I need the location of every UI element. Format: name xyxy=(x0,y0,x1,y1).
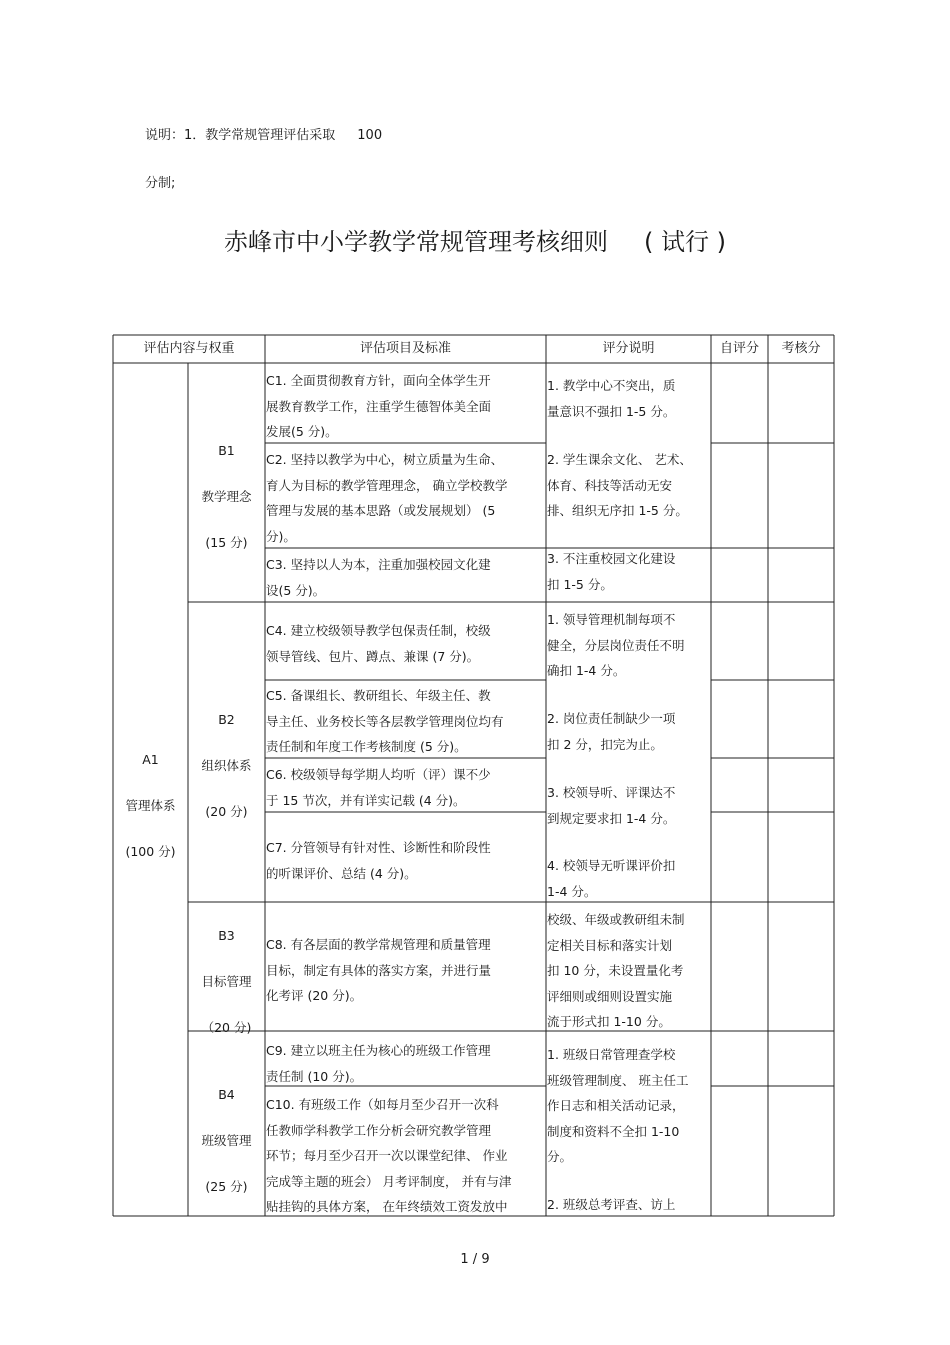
criterion-c4: C4. 建立校级领导教学包保责任制，校级 领导管线、包片、蹲点、兼课 (7 分)。 xyxy=(266,623,491,664)
category-b1: B1 教学理念 (15 分) xyxy=(201,443,252,550)
note-line-2: 分制; xyxy=(145,176,176,191)
explanation-b3: 校级、年级或教研组未制 定相关目标和落实计划 扣 10 分，未设置量化考 评细则或细则设置实施 流于形式扣 1-10 分。 xyxy=(547,912,685,1029)
criterion-c5: C5. 备课组长、教研组长、年级主任、教 导主任、业务校长等各层教学管理岗位均有 责任制和年度工作考核制度 (5 分)。 xyxy=(266,688,504,754)
criterion-c6: C6. 校级领导每学期人均听（评）课不少 于 15 节次，并有详实记载 (4 分)。 xyxy=(266,767,491,808)
header-explanation: 评分说明 xyxy=(602,341,655,356)
criterion-c3: C3. 坚持以人为本，注重加强校园文化建 设(5 分)。 xyxy=(266,557,491,598)
page-title xyxy=(0,222,950,257)
category-b4: B4 班级管理 (25 分) xyxy=(201,1087,252,1194)
note-text: 说明：1．教学常规管理评估采取 xyxy=(145,128,336,143)
category-b3: B3 目标管理 （20 分) xyxy=(201,928,252,1035)
header-self-score: 自评分 xyxy=(719,341,759,356)
criterion-c1: C1. 全面贯彻教育方针，面向全体学生开 展教育教学工作，注重学生德智体美全面 发展(5 分)。 xyxy=(266,373,492,439)
category-a1: A1 管理体系 (100 分) xyxy=(125,752,176,859)
explanation-b1-3: 3. 不注重校园文化建设 扣 1-5 分。 xyxy=(547,551,676,592)
criterion-c2: C2. 坚持以教学为中心，树立质量为生命、 育人为目标的教学管理理念， 确立学校教学 管理与发展的基本思路（或发展规划） (5 分)。 xyxy=(266,452,508,544)
explanation-b1-1: 1. 教学中心不突出，质 量意识不强扣 1-5 分。 xyxy=(547,378,676,419)
criterion-c10: C10. 有班级工作（如每月至少召开一次科 任教师学科教学工作分析会研究教学管理 环节；每月至少召开一次以课堂纪律、 作业 完成等主题的班会） 月考评制度， 并有与津 贴挂钩的具体方案， 在年终绩效工资发放中 xyxy=(266,1097,512,1214)
category-b2: B2 组织体系 (20 分) xyxy=(201,712,252,819)
header-criteria: 评估项目及标准 xyxy=(359,341,451,356)
criterion-c7: C7. 分管领导有针对性、诊断性和阶段性 的听课评价、总结 (4 分)。 xyxy=(266,840,491,881)
explanation-b2-4: 4. 校领导无听课评价扣 1-4 分。 xyxy=(547,858,676,899)
header-audit-score: 考核分 xyxy=(781,341,821,356)
page-number: 1 / 9 xyxy=(460,1252,490,1267)
explanation-b1-2: 2. 学生课余文化、 艺术、 体育、科技等活动无安 排、组织无序扣 1-5 分。 xyxy=(547,452,692,518)
explanation-b4-2: 2. 班级总考评查、访上 xyxy=(547,1197,676,1212)
note-value: 100 xyxy=(357,128,383,143)
title-main: 赤峰市中小学教学常规管理考核细则 xyxy=(224,228,608,256)
criterion-c9: C9. 建立以班主任为核心的班级工作管理 责任制 (10 分)。 xyxy=(266,1043,491,1084)
criterion-c8: C8. 有各层面的教学常规管理和质量管理 目标，制定有具体的落实方案，并进行量 化考评 (20 分)。 xyxy=(266,937,492,1003)
header-content-weight: 评估内容与权重 xyxy=(143,341,235,356)
explanation-b4-1: 1. 班级日常管理查学校 班级管理制度、 班主任工 作日志和相关活动记录， 制度和资料不全扣 1-10 分。 xyxy=(547,1047,689,1164)
explanation-b2-1: 1. 领导管理机制每项不 健全，分层岗位责任不明 确扣 1-4 分。 xyxy=(547,612,685,678)
explanation-b2-2: 2. 岗位责任制缺少一项 扣 2 分，扣完为止。 xyxy=(547,711,676,752)
explanation-b2-3: 3. 校领导听、评课达不 到规定要求扣 1-4 分。 xyxy=(547,785,676,826)
title-suffix: ( 试行 ) xyxy=(644,228,726,256)
note-line-1 xyxy=(145,124,382,143)
